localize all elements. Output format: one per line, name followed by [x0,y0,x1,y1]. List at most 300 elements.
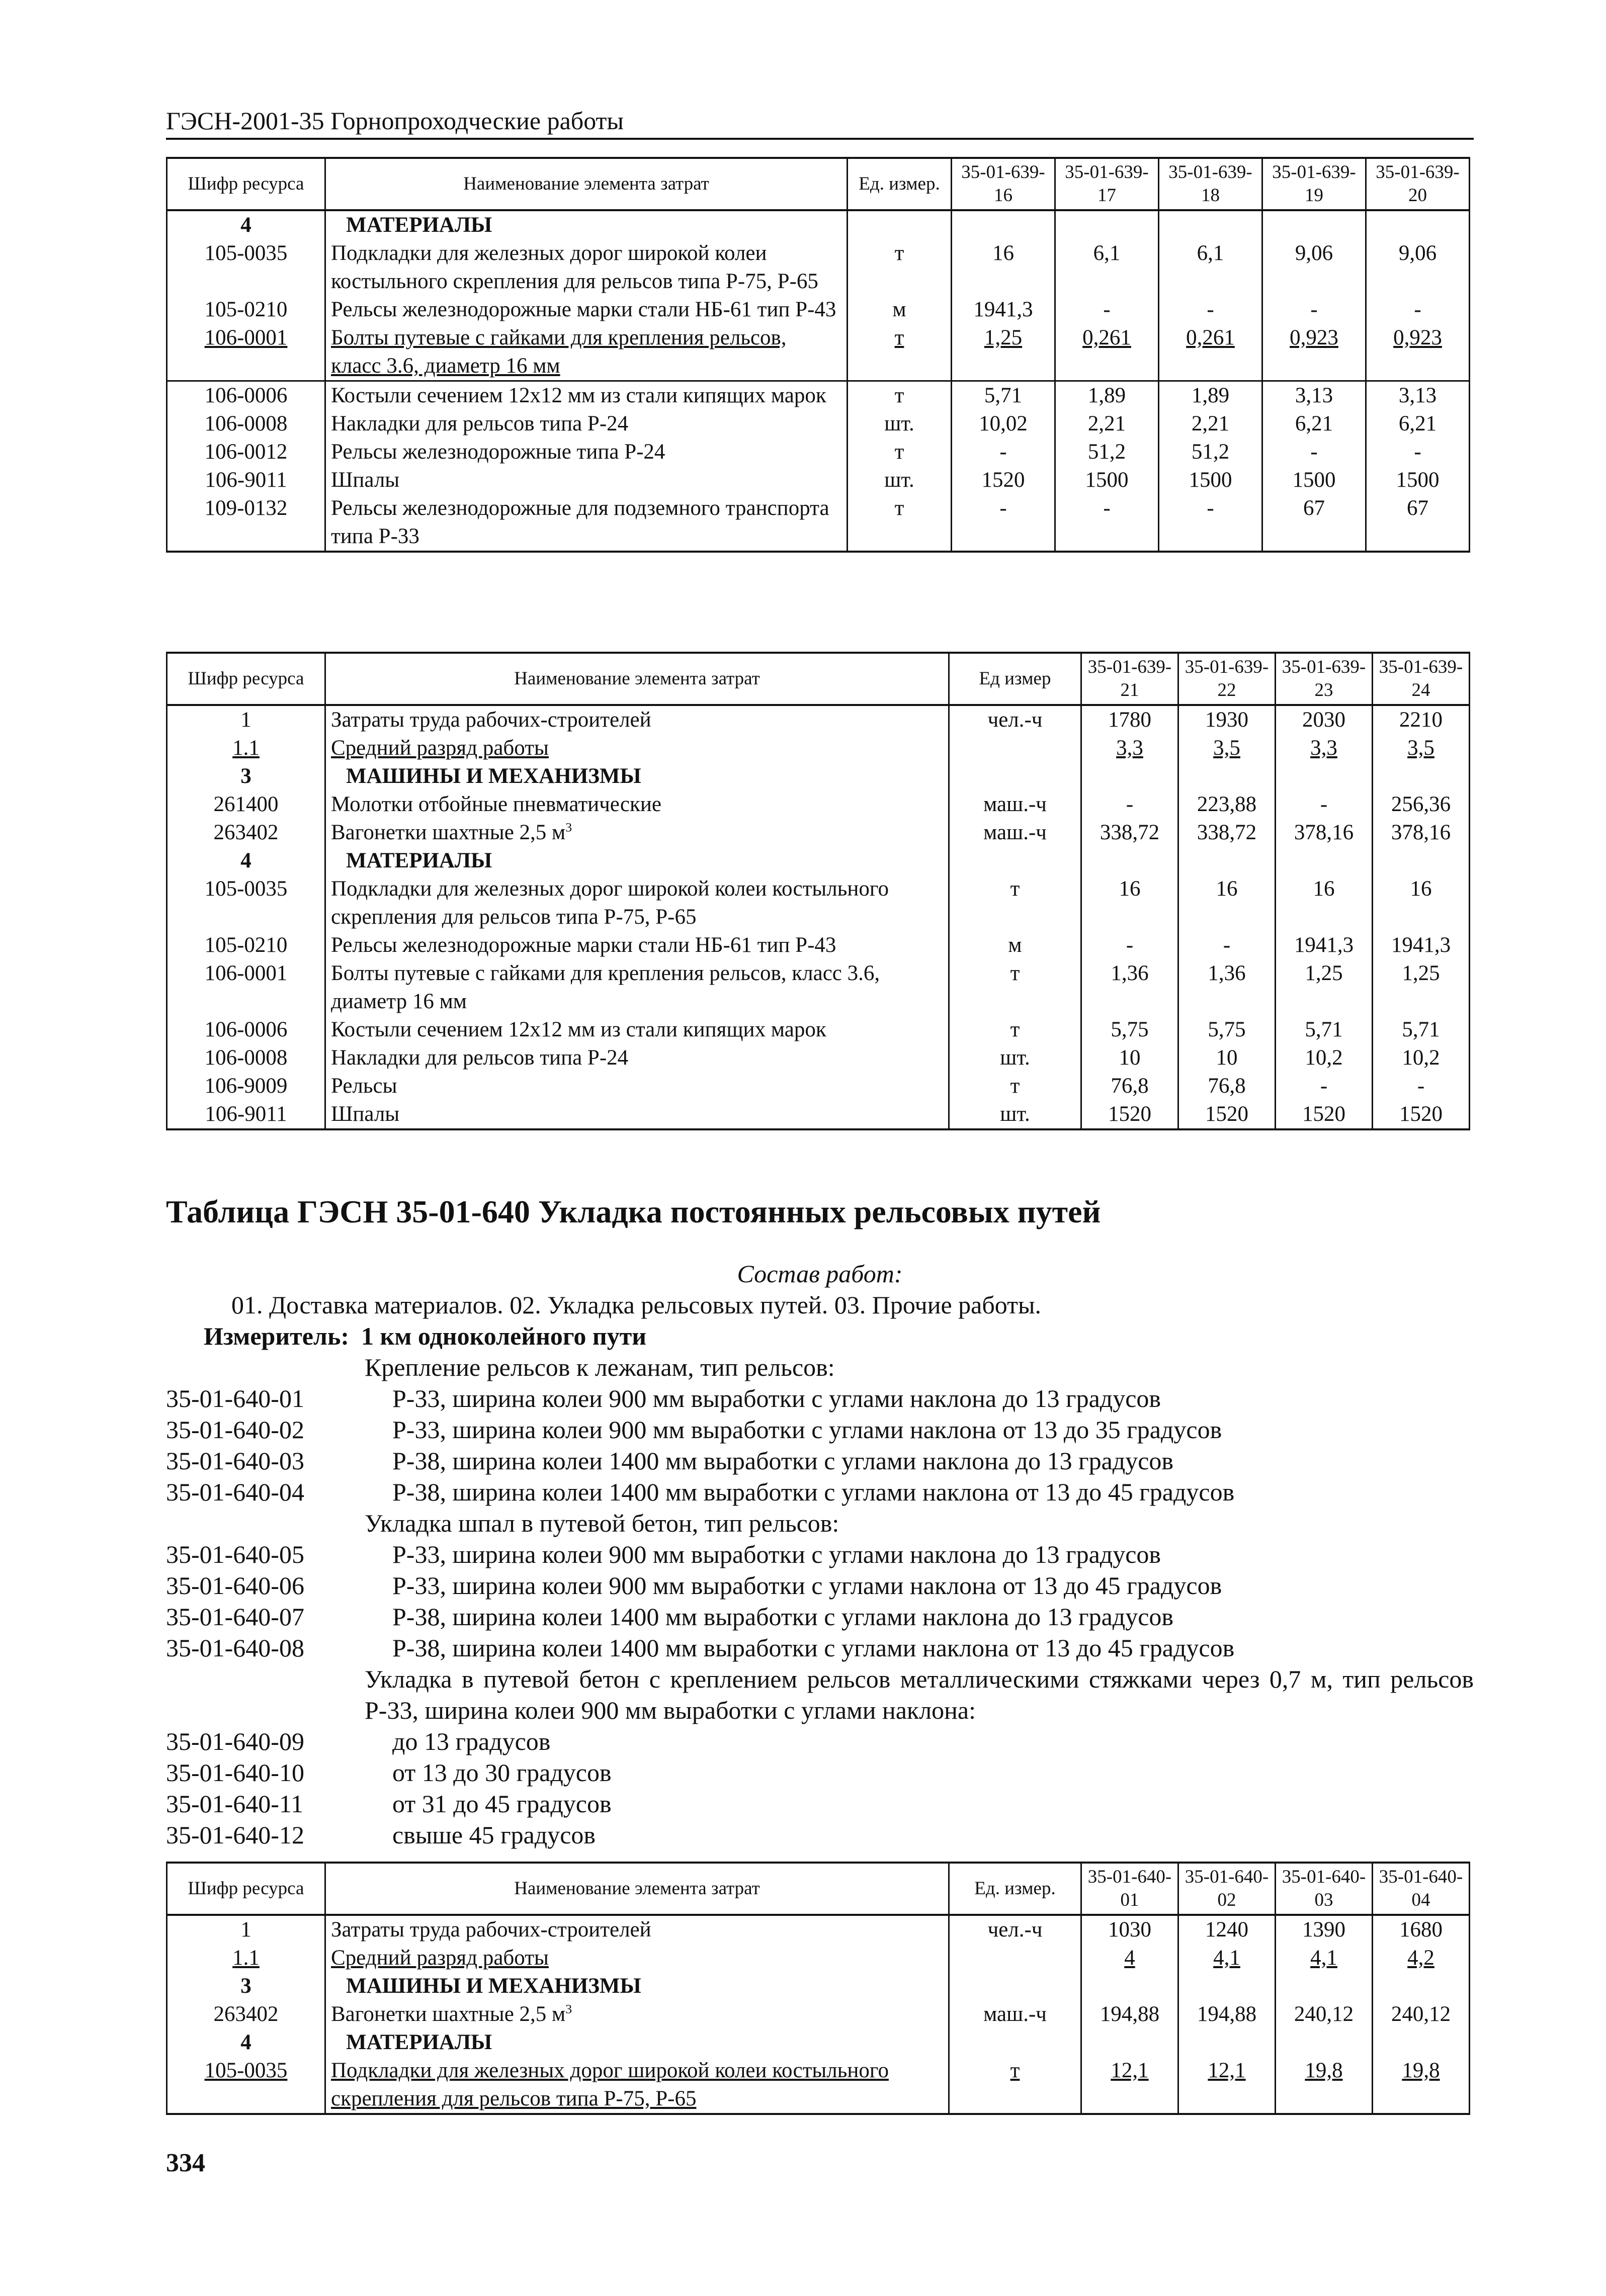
measure-value: 1 км одноколейного пути [361,1322,647,1350]
value-cell [1178,1972,1276,2000]
value-cell: 1520 [952,466,1055,494]
spec-item [166,1539,1474,1570]
value-cell: 2210 [1373,705,1470,734]
value-cell: - [952,438,1055,466]
value-cell: 1,89 [1055,381,1159,410]
spec-item [166,1632,1474,1663]
value-cell: 0,923 [1366,324,1470,381]
spec-item [166,1788,1474,1819]
table-row [167,438,1470,466]
unit-cell: т [848,239,952,296]
resource-code: 106-9009 [167,1072,325,1100]
resource-code: 4 [167,847,325,875]
value-cell: 67 [1262,494,1366,552]
value-cell [1366,210,1470,239]
value-cell [1081,1972,1178,2000]
resource-name-text: Болты путевые с гайками для крепления рельсов, класс 3.6, диаметр 16 мм [331,961,880,1013]
column-header: Наименование элемента затрат [325,1863,949,1915]
resource-code: 106-0001 [167,324,325,381]
resource-table-639-21-24 [166,652,1470,1130]
resource-name [325,2057,949,2114]
resource-code: 263402 [167,2000,325,2028]
resource-code: 4 [167,2028,325,2057]
table-row [167,959,1470,1016]
spec-code: 35-01-640-08 [166,1634,304,1662]
table-row [167,705,1470,734]
value-cell: - [1366,438,1470,466]
unit-cell: т [848,494,952,552]
resource-name [325,1016,949,1044]
column-header: 35-01-639-21 [1081,653,1178,705]
resource-name-text: Подкладки для железных дорог широкой колеи костыльного скрепления для рельсов типа Р-75, Р-65 [331,2059,889,2110]
value-cell: 3,5 [1178,734,1276,762]
unit-cell: шт. [848,410,952,438]
value-cell: 19,8 [1276,2057,1373,2114]
resource-name-text: Рельсы железнодорожные марки стали НБ-61 тип Р-43 [331,933,836,957]
resource-code: 106-9011 [167,1100,325,1129]
value-cell: 10,2 [1276,1044,1373,1072]
resource-name [325,847,949,875]
value-cell: 16 [1081,875,1178,931]
resource-name-text: МАТЕРИАЛЫ [346,213,492,237]
value-cell: - [1081,790,1178,819]
column-header: Ед измер [949,653,1081,705]
spec-item [166,1757,1474,1788]
table-header-row [167,1863,1470,1915]
value-cell: 2,21 [1159,410,1262,438]
value-cell: 2030 [1276,705,1373,734]
value-cell [952,210,1055,239]
table-row [167,2057,1470,2114]
value-cell: 4,1 [1178,1944,1276,1972]
table-row [167,2000,1470,2028]
value-cell: - [952,494,1055,552]
spec-code: 35-01-640-07 [166,1603,304,1631]
resource-name-text: МАШИНЫ И МЕХАНИЗМЫ [346,764,641,788]
value-cell: 1,25 [1276,959,1373,1016]
value-cell [1276,762,1373,790]
value-cell [1262,210,1366,239]
resource-name-text: Молотки отбойные пневматические [331,792,662,816]
value-cell: 6,1 [1055,239,1159,296]
value-cell: - [1081,931,1178,959]
group-row [167,762,1470,790]
resource-name [325,931,949,959]
spec-item [166,1726,1474,1757]
spec-description: от 13 до 30 градусов [392,1758,612,1787]
composition-title: Состав работ: [737,1260,903,1288]
resource-name-text: Подкладки для железных дорог широкой колеи костыльного скрепления для рельсов типа Р-75, Р-65 [331,877,889,929]
spec-code: 35-01-640-11 [166,1790,304,1818]
column-header: Наименование элемента затрат [325,653,949,705]
resource-code: 1 [167,1915,325,1944]
value-cell: 1930 [1178,705,1276,734]
value-cell: 194,88 [1081,2000,1178,2028]
resource-name-text: Затраты труда рабочих-строителей [331,1918,651,1941]
value-cell: 6,1 [1159,239,1262,296]
value-cell [1081,847,1178,875]
value-cell: 1500 [1366,466,1470,494]
value-cell: 6,21 [1262,410,1366,438]
spec-item [166,1570,1474,1601]
value-cell: 5,71 [1276,1016,1373,1044]
resource-name [325,210,848,239]
column-header: 35-01-640-01 [1081,1863,1178,1915]
value-cell: 240,12 [1373,2000,1470,2028]
resource-name [325,959,949,1016]
resource-code: 261400 [167,790,325,819]
value-cell [1276,1972,1373,2000]
spec-description: Р-33, ширина колеи 900 мм выработки с углами наклона до 13 градусов [392,1384,1161,1412]
value-cell: 4,2 [1373,1944,1470,1972]
value-cell: 1500 [1262,466,1366,494]
table-row [167,790,1470,819]
resource-code: 106-0001 [167,959,325,1016]
unit-cell: т [848,438,952,466]
unit-cell [949,1972,1081,2000]
spec-description: от 31 до 45 градусов [392,1790,612,1818]
resource-code: 4 [167,210,325,239]
spec-description: Р-38, ширина колеи 1400 мм выработки с углами наклона от 13 до 45 градусов [392,1478,1235,1506]
unit-cell: т [949,1072,1081,1100]
table-row [167,1044,1470,1072]
unit-cell [949,762,1081,790]
column-header: 35-01-639-23 [1276,653,1373,705]
resource-name-text: Болты путевые с гайками для крепления рельсов, класс 3.6, диаметр 16 мм [331,326,787,378]
value-cell: 0,923 [1262,324,1366,381]
value-cell: 194,88 [1178,2000,1276,2028]
value-cell: 76,8 [1081,1072,1178,1100]
spec-description: свыше 45 градусов [392,1821,596,1849]
resource-code: 105-0035 [167,875,325,931]
spec-code: 35-01-640-01 [166,1384,304,1412]
resource-name-text: МАТЕРИАЛЫ [346,849,492,872]
value-cell: - [1178,931,1276,959]
value-cell: 3,13 [1366,381,1470,410]
resource-code: 105-0035 [167,2057,325,2114]
column-header: Ед. измер. [949,1863,1081,1915]
resource-name [325,438,848,466]
resource-name-text: Шпалы [331,468,400,492]
value-cell: 0,261 [1055,324,1159,381]
resource-code: 106-0006 [167,1016,325,1044]
value-cell: 16 [1276,875,1373,931]
table-row [167,296,1470,324]
value-cell [1373,847,1470,875]
value-cell: 1500 [1159,466,1262,494]
table-header-row [167,653,1470,705]
column-header: 35-01-639-19 [1262,158,1366,210]
value-cell: 19,8 [1373,2057,1470,2114]
resource-name-text: Накладки для рельсов типа Р-24 [331,412,629,435]
value-cell [1373,2028,1470,2057]
value-cell [1081,762,1178,790]
resource-name-text: Рельсы железнодорожные типа Р-24 [331,440,665,464]
value-cell: 1,25 [1373,959,1470,1016]
unit-cell: т [848,324,952,381]
value-cell: 51,2 [1159,438,1262,466]
value-cell: 5,75 [1081,1016,1178,1044]
resource-code: 106-9011 [167,466,325,494]
value-cell: - [1276,790,1373,819]
specification-list [166,1352,1474,1850]
resource-name [325,1072,949,1100]
resource-name [325,762,949,790]
resource-name-text: МАТЕРИАЛЫ [346,2030,492,2054]
resource-name [325,819,949,847]
table-row [167,494,1470,552]
column-header: 35-01-639-22 [1178,653,1276,705]
unit-cell [949,734,1081,762]
value-cell: 1,36 [1081,959,1178,1016]
value-cell: 223,88 [1178,790,1276,819]
value-cell: 256,36 [1373,790,1470,819]
value-cell: 10,2 [1373,1044,1470,1072]
resource-code: 109-0132 [167,494,325,552]
page-number: 334 [166,2149,205,2177]
unit-cell: т [848,381,952,410]
resource-name [325,1044,949,1072]
group-row [167,1972,1470,2000]
unit-cell [949,2028,1081,2057]
value-cell: 1030 [1081,1915,1178,1944]
value-cell: 12,1 [1178,2057,1276,2114]
resource-name-text: Средний разряд работы [331,1946,549,1970]
value-cell: - [1262,296,1366,324]
value-cell: 1941,3 [1373,931,1470,959]
spec-item [166,1383,1474,1414]
value-cell [1276,847,1373,875]
resource-name [325,705,949,734]
resource-name-text: Рельсы [331,1074,397,1098]
value-cell [1178,847,1276,875]
table-row [167,1016,1470,1044]
unit-cell [949,1944,1081,1972]
column-header: Шифр ресурса [167,1863,325,1915]
spec-description: Р-33, ширина колеи 900 мм выработки с углами наклона до 13 градусов [392,1540,1161,1568]
group-row [167,847,1470,875]
spec-description: Р-33, ширина колеи 900 мм выработки с углами наклона от 13 до 35 градусов [392,1416,1222,1444]
spec-group-heading: Крепление рельсов к лежанам, тип рельсов: [365,1353,835,1381]
column-header: 35-01-639-18 [1159,158,1262,210]
measure-label: Измеритель: [204,1322,350,1350]
value-cell: 1520 [1373,1100,1470,1129]
unit-superscript: 3 [565,2001,572,2016]
table-row [167,381,1470,410]
table-row [167,466,1470,494]
table-header-row [167,158,1470,210]
resource-name [325,2000,949,2028]
column-header: 35-01-640-03 [1276,1863,1373,1915]
unit-cell [848,210,952,239]
value-cell: 1520 [1178,1100,1276,1129]
resource-name [325,239,848,296]
value-cell: 10,02 [952,410,1055,438]
spec-group-heading: Укладка шпал в путевой бетон, тип рельсов: [365,1509,839,1537]
value-cell: 16 [1373,875,1470,931]
value-cell: 3,3 [1276,734,1373,762]
value-cell: - [1159,296,1262,324]
resource-name [325,2028,949,2057]
resource-name [325,324,848,381]
unit-cell: маш.-ч [949,2000,1081,2028]
resource-name-text: Накладки для рельсов типа Р-24 [331,1046,629,1070]
column-header: Шифр ресурса [167,653,325,705]
resource-name-text: МАШИНЫ И МЕХАНИЗМЫ [346,1974,641,1998]
spec-description: до 13 градусов [392,1727,551,1755]
column-header: 35-01-639-16 [952,158,1055,210]
composition-text: 01. Доставка материалов. 02. Укладка рельсовых путей. 03. Прочие работы. [231,1291,1042,1319]
value-cell: 16 [1178,875,1276,931]
value-cell: 76,8 [1178,1072,1276,1100]
resource-code: 105-0210 [167,296,325,324]
resource-code: 106-0012 [167,438,325,466]
value-cell: 1520 [1276,1100,1373,1129]
resource-name-text: Рельсы железнодорожные для подземного транспорта типа Р-33 [331,496,829,548]
spec-code: 35-01-640-02 [166,1416,304,1444]
resource-name [325,1972,949,2000]
resource-name [325,296,848,324]
value-cell [1055,210,1159,239]
table-row [167,1072,1470,1100]
value-cell [1373,1972,1470,2000]
resource-name-text: Вагонетки шахтные 2,5 м [331,821,566,844]
value-cell: 16 [952,239,1055,296]
spec-group-heading: Укладка в путевой бетон с креплением рельсов металлическими стяжками через 0,7 м, тип рельсов Р-33, ширина колеи 900 мм выработки с углами наклона: [365,1665,1474,1724]
unit-cell: шт. [949,1100,1081,1129]
value-cell: 2,21 [1055,410,1159,438]
value-cell [1373,762,1470,790]
resource-name [325,734,949,762]
unit-cell: т [949,2057,1081,2114]
unit-cell [949,847,1081,875]
value-cell: 378,16 [1276,819,1373,847]
value-cell: 12,1 [1081,2057,1178,2114]
table-row [167,819,1470,847]
column-header: 35-01-639-17 [1055,158,1159,210]
value-cell: 4 [1081,1944,1178,1972]
resource-name [325,1915,949,1944]
unit-cell: т [949,959,1081,1016]
value-cell: 3,5 [1373,734,1470,762]
value-cell: - [1366,296,1470,324]
resource-name [325,1100,949,1129]
spec-item [166,1414,1474,1445]
unit-cell: шт. [848,466,952,494]
section-title: Таблица ГЭСН 35-01-640 Укладка постоянных рельсовых путей [166,1194,1101,1229]
spec-code: 35-01-640-05 [166,1540,304,1568]
spec-item [166,1445,1474,1476]
table-row [167,1944,1470,1972]
value-cell: 1390 [1276,1915,1373,1944]
spec-item [166,1819,1474,1850]
group-row [167,210,1470,239]
value-cell: 1240 [1178,1915,1276,1944]
resource-name-text: Затраты труда рабочих-строителей [331,708,651,732]
spec-code: 35-01-640-06 [166,1571,304,1600]
resource-code: 106-0008 [167,1044,325,1072]
column-header: 35-01-639-20 [1366,158,1470,210]
value-cell: 1680 [1373,1915,1470,1944]
value-cell: 3,3 [1081,734,1178,762]
spec-code: 35-01-640-04 [166,1478,304,1506]
measure-line [204,1320,1461,1352]
value-cell: - [1055,296,1159,324]
value-cell: - [1159,494,1262,552]
table-row [167,1100,1470,1129]
value-cell: 9,06 [1366,239,1470,296]
value-cell: 1500 [1055,466,1159,494]
column-header: 35-01-640-04 [1373,1863,1470,1915]
value-cell: 1941,3 [1276,931,1373,959]
table-row [167,239,1470,296]
value-cell: 1780 [1081,705,1178,734]
value-cell: 10 [1178,1044,1276,1072]
value-cell: 338,72 [1178,819,1276,847]
resource-name-text: Шпалы [331,1102,400,1126]
resource-code: 1.1 [167,734,325,762]
unit-cell: м [848,296,952,324]
resource-name [325,1944,949,1972]
resource-name [325,466,848,494]
value-cell: 67 [1366,494,1470,552]
table-row [167,875,1470,931]
spec-item [166,1601,1474,1632]
unit-cell: чел.-ч [949,705,1081,734]
resource-name-text: Рельсы железнодорожные марки стали НБ-61 тип Р-43 [331,298,836,321]
resource-name-text: Костыли сечением 12х12 мм из стали кипящих марок [331,1018,826,1041]
unit-cell: чел.-ч [949,1915,1081,1944]
table-row [167,1915,1470,1944]
column-header: 35-01-639-24 [1373,653,1470,705]
value-cell: - [1055,494,1159,552]
resource-name [325,410,848,438]
resource-code: 1 [167,705,325,734]
unit-cell: маш.-ч [949,819,1081,847]
column-header: Ед. измер. [848,158,952,210]
resource-name-text: Подкладки для железных дорог широкой колеи костыльного скрепления для рельсов типа Р-75, Р-65 [331,241,818,293]
table-row [167,734,1470,762]
page-header: ГЭСН-2001-35 Горнопроходческие работы [166,105,1474,140]
unit-cell: т [949,875,1081,931]
value-cell: 5,75 [1178,1016,1276,1044]
resource-code: 3 [167,762,325,790]
resource-table-639-16-20 [166,157,1470,553]
unit-cell: м [949,931,1081,959]
value-cell: 1,25 [952,324,1055,381]
spec-description: Р-38, ширина колеи 1400 мм выработки с углами наклона от 13 до 45 градусов [392,1634,1235,1662]
value-cell: 1520 [1081,1100,1178,1129]
value-cell [1178,2028,1276,2057]
value-cell: - [1262,438,1366,466]
value-cell: - [1373,1072,1470,1100]
resource-name [325,790,949,819]
spec-description: Р-33, ширина колеи 900 мм выработки с углами наклона от 13 до 45 градусов [392,1571,1222,1600]
resource-name [325,494,848,552]
resource-code: 105-0210 [167,931,325,959]
value-cell: 378,16 [1373,819,1470,847]
value-cell: 6,21 [1366,410,1470,438]
column-header: 35-01-640-02 [1178,1863,1276,1915]
spec-item [166,1476,1474,1508]
value-cell: - [1276,1072,1373,1100]
resource-code: 106-0008 [167,410,325,438]
unit-cell: т [949,1016,1081,1044]
value-cell [1178,762,1276,790]
resource-table-640-01-04 [166,1862,1470,2115]
resource-name [325,875,949,931]
value-cell: 240,12 [1276,2000,1373,2028]
